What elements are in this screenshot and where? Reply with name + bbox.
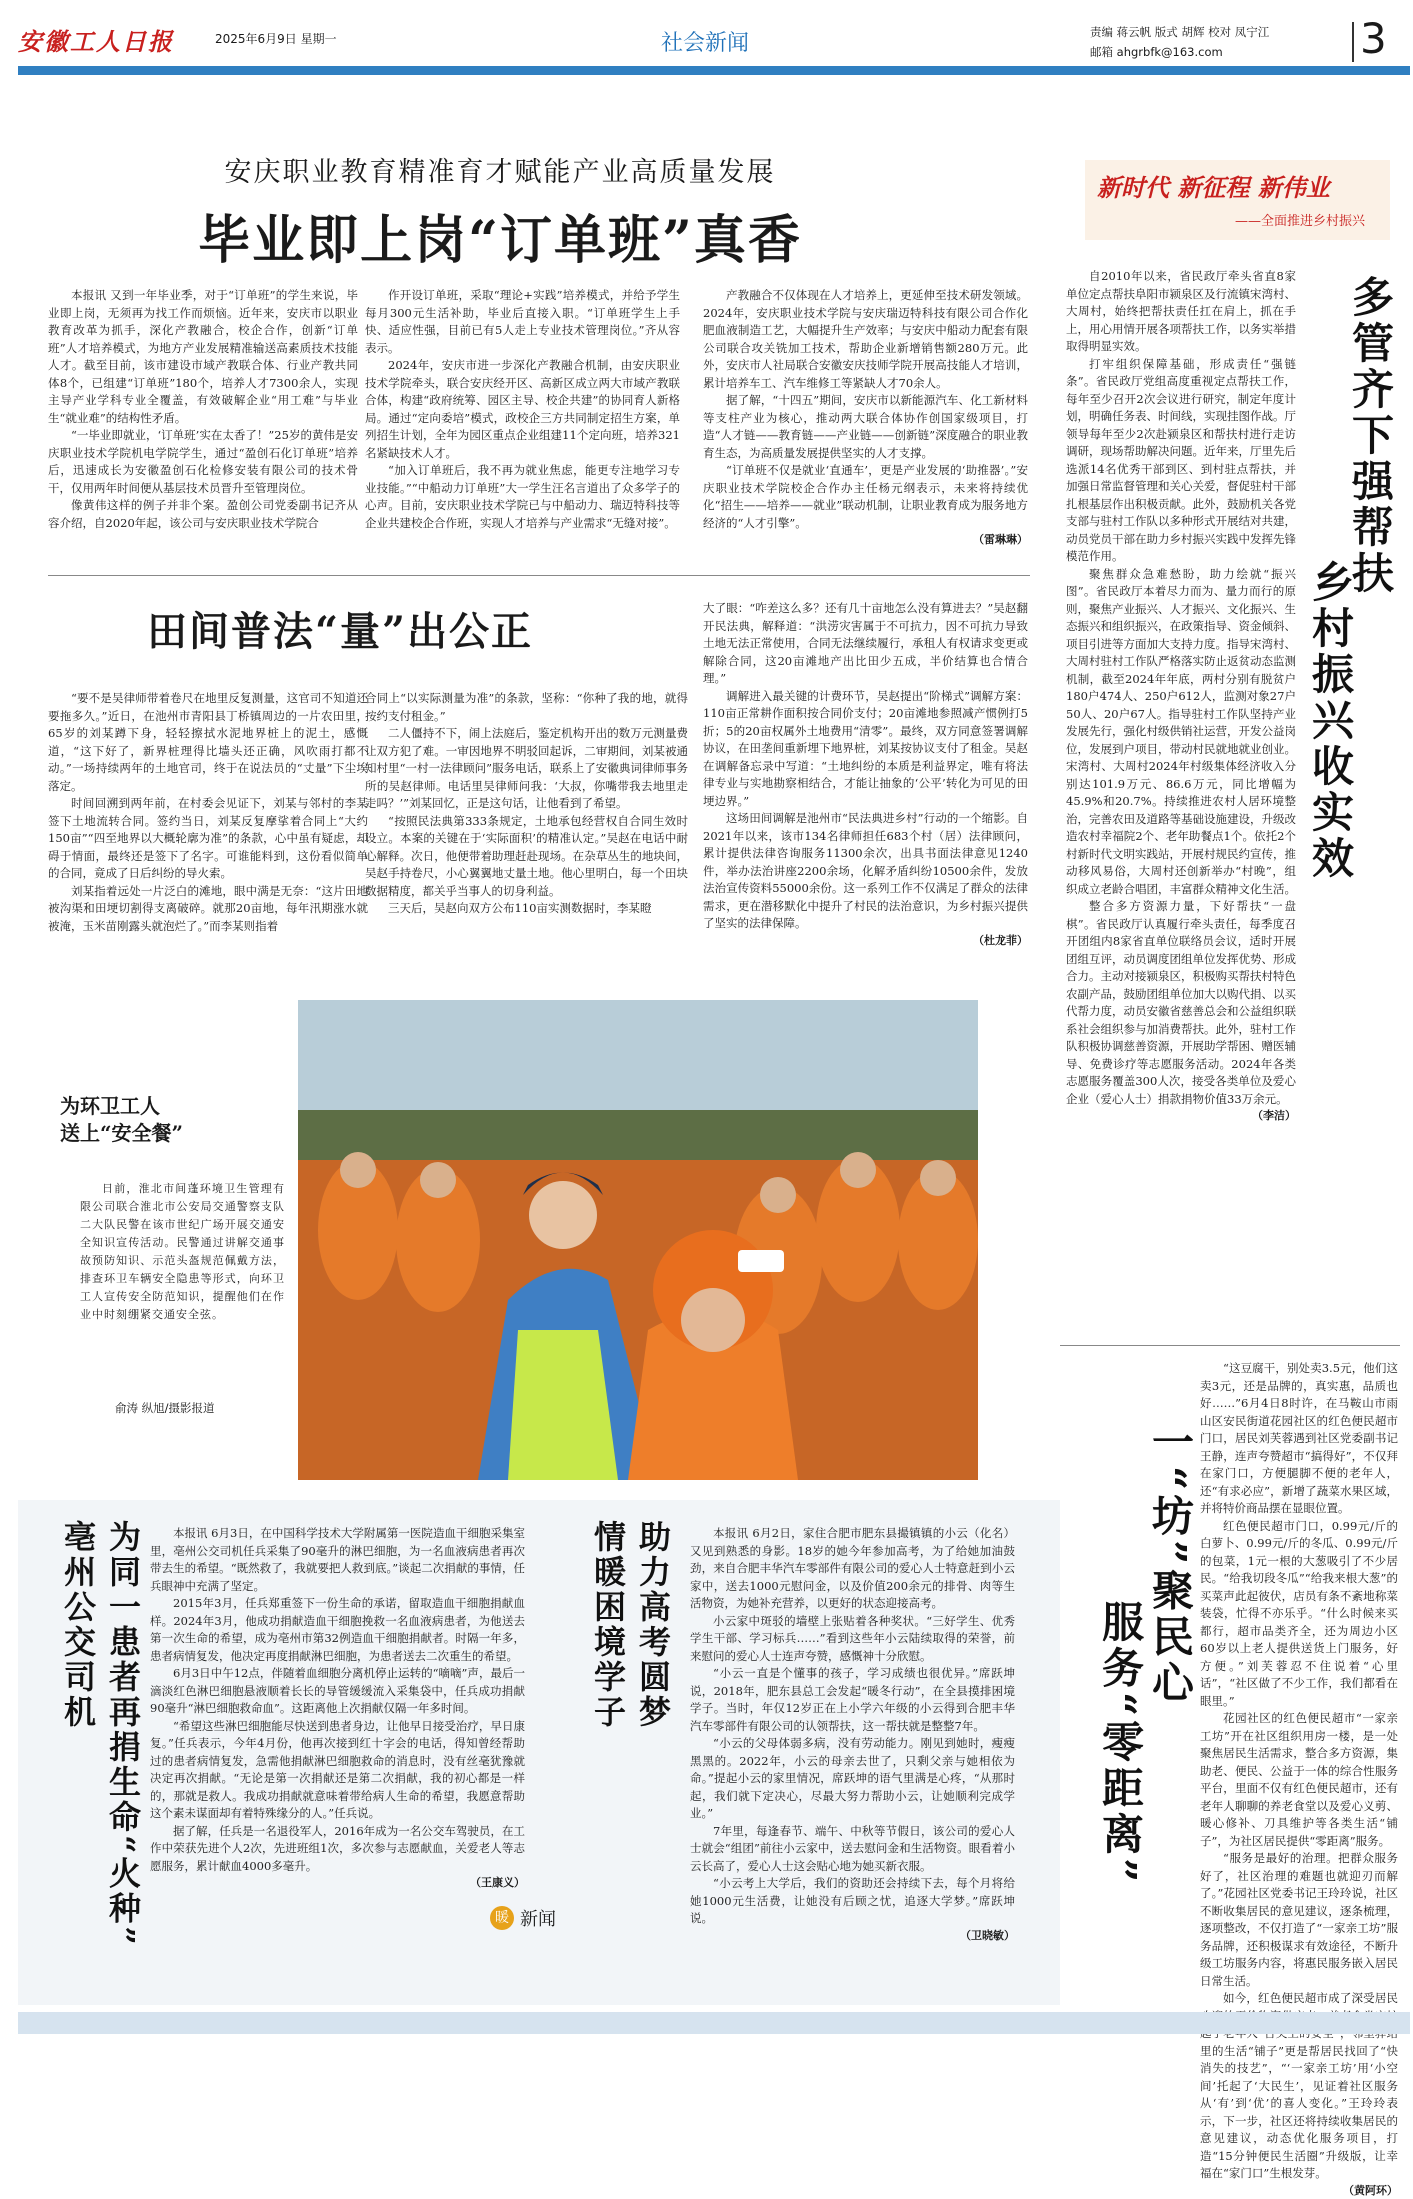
paragraph: “一毕业即就业，‘订单班’实在太香了！”25岁的黄伟是安庆职业技术学院机电学院学生，通过“盈创石化订单班”培养后，迅速成长为安徽盈创石化检修安装有限公司的技术骨干，仅用两年时间便从基层技术员晋升至管理岗位。 xyxy=(48,428,358,495)
article-4-title-line-1: 一“坊”聚民心 xyxy=(1146,1420,1195,1707)
paragraph: 据了解，“十四五”期间，安庆市以新能源汽车、化工新材料等支柱产业为核心，推动两大联合体协作创国家级项目，打造“人才链——教育链——产业链——创新链”深度融合的职业教育生态，为高质量发展提供坚实的人才支撑。 xyxy=(703,393,1028,460)
paragraph: 本报讯 6月2日，家住合肥市肥东县撮镇镇的小云（化名）又见到熟悉的身影。18岁的她今年参加高考，为了给她加油鼓劲，来自合肥丰华汽车零部件有限公司的爱心人士特意赶到小云家中，送去1000元慰问金，以及价值200余元的排骨、肉等生活物资，为她补充营养，以更好的状态迎接高考。 xyxy=(690,1526,1015,1610)
article-5-body xyxy=(150,1525,525,1995)
warm-badge-icon: 暖 xyxy=(490,1906,514,1930)
article-2-col-2 xyxy=(365,690,688,975)
article-2-col-1 xyxy=(48,690,368,975)
banner-slogan: 新时代 新征程 新伟业 xyxy=(1097,173,1330,202)
photo-title-line-2: 送上“安全餐” xyxy=(60,1121,184,1145)
article-3-title-line-1: 多管齐下强帮扶 xyxy=(1346,275,1395,597)
paragraph: “小云考上大学后，我们的资助还会持续下去，每个月将给她1000元生活费，让她没有后顾之忧，追逐大学梦。”席跃坤说。 xyxy=(690,1876,1015,1925)
paragraph: “服务是最好的治理。把群众服务好了，社区治理的难题也就迎刃而解了。”花园社区党委书记王玲玲说，社区不断收集居民的意见建议，逐条梳理，逐项整改，不仅打造了“一家亲工坊”服务品牌，还积极谋求有效途径，不断升级工坊服务内容，将惠民服务嵌入居民日常生活。 xyxy=(1200,1851,1398,1988)
article-2-col-3 xyxy=(703,600,1028,975)
feature-banner xyxy=(1085,160,1390,240)
paragraph: “按照民法典第333条规定，土地承包经营权自合同生效时设立。本案的关键在于‘实际面积’的精准认定。”吴赵在电话中耐心解释。次日，他便带着助理赶赴现场。在杂草丛生的地块间，吴赵手持卷尺，小心翼翼地丈量土地。他心里明白，每一个田块数据精度，都关乎当事人的切身利益。 xyxy=(365,813,688,898)
paragraph: 据了解，任兵是一名退役军人，2016年成为一名公交车驾驶员，在工作中荣获先进个人2次，先进班组1次，多次参与志愿献血，关爱老人等志愿服务，累计献血4000多毫升。 xyxy=(150,1823,525,1873)
article-6-title-line-2: 情暖困境学子 xyxy=(589,1520,627,1730)
divider xyxy=(1060,1345,1400,1346)
photo-illustration xyxy=(298,1000,978,1480)
paragraph: 聚焦群众急难愁盼，助力绘就“振兴图”。省民政厅本着尽力而为、量力而行的原则，聚焦产业振兴、人才振兴、文化振兴、生态振兴和组织振兴，在政策指导、资金倾斜、项目引进等方面加大支持力度。指导宋湾村、大周村驻村工作队严格落实防止返贫动态监测机制，截至2024年年底，两村分别有脱贫户180户474人、250户612人，监测对象27户50人、20户67人。指导驻村工作队坚持产业发展先行，强化村级供销社运营，开发公益岗位，发展到户项目，带动村民就地就业创业。宋湾村、大周村2024年村级集体经济收入分别达101.9万元、86.6万元，同比增幅为45.9%和20.7%。持续推进农村人居环境整治，完善农田及道路等基础设施建设，升级改造农村幸福院2个、老年助餐点1个。依托2个村新时代文明实践站，开展村规民约宣传，推动移风易俗，大周村还创新举办“村晚”，组织成立老龄合唱团，丰富群众精神文化生活。 xyxy=(1066,566,1296,896)
issue-date: 2025年6月9日 星期一 xyxy=(215,32,337,46)
article-3-title-line-2: 乡村振兴收实效 xyxy=(1306,560,1355,882)
article-1-col-2 xyxy=(365,287,680,557)
article-1-title: 毕业即上岗“订单班”真香 xyxy=(198,210,802,271)
paragraph: “小云的父母体弱多病，没有劳动能力。刚见到她时，瘦瘦黑黑的。2022年，小云的母亲去世了，只剩父亲与她相依为命。”提起小云的家里情况，席跃坤的语气里满是心疼，“从那时起，我们就下定决心，尽最大努力帮助小云，让她顺利完成学业。” xyxy=(690,1736,1015,1820)
paragraph: 花园社区的红色便民超市“一家亲工坊”开在社区组织用房一楼，是一处聚焦居民生活需求，整合多方资源，集助老、便民、公益于一体的综合性服务平台，里面不仅有红色便民超市，还有老年人聊聊的养老食堂以及爱心义剪、暖心修补、刀具维护等各类生活“铺子”，为社区居民提供“零距离”服务。 xyxy=(1200,1711,1398,1848)
article-4-title-line-2: 服务“零距离” xyxy=(1096,1600,1145,1887)
caption-text: 日前，淮北市间蓬环境卫生管理有限公司联合淮北市公安局交通警察支队二大队民警在该市世纪广场开展交通安全知识宣传活动。民警通过讲解交通事故预防知识、示范头盔规范佩戴方法，排查环卫车辆安全隐患等形式，向环卫工人宣传安全防范知识，提醒他们在作业中时刻绷紧交通安全弦。 xyxy=(80,1182,285,1321)
warm-badge-label: 新闻 xyxy=(520,1909,556,1930)
paragraph: 本报讯 又到一年毕业季，对于“订单班”的学生来说，毕业即上岗，无须再为找工作而烦恼。近年来，安庆市以职业教育改革为抓手，深化产教融合，校企合作，创新“订单班”人才培养模式，为地方产业发展精准输送高素质技术技能人才。截至目前，该市建设市域产教联合体、行业产教共同体8个，已组建“订单班”180个，培养人才7300余人，实现主导产业学科专业全覆盖，有效破解企业“用工难”与毕业生“就业难”的结构性矛盾。 xyxy=(48,288,358,425)
paragraph: “希望这些淋巴细胞能尽快送到患者身边，让他早日接受治疗，早日康复。”任兵表示，今年4月份，他再次接到红十字会的电话，得知曾经帮助过的患者病情复发，急需他捐献淋巴细胞救命的消息时，没有丝毫犹豫就决定再次捐献。“无论是第一次捐献还是第二次捐献，我的初心都是一样的，那就是救人。我成功捐献就意味着带给病人生命的希望，我愿意帮助这个素未谋面却有着特殊缘分的人。”任兵说。 xyxy=(150,1718,525,1820)
paragraph: 7年里，每逢春节、端午、中秋等节假日，该公司的爱心人士就会“组团”前往小云家中，送去慰问金和生活物资。眼看着小云长高了，爱心人士这会贴心地为她买新衣服。 xyxy=(690,1823,1015,1873)
article-2-title: 田间普法“量”出公正 xyxy=(146,608,533,655)
paragraph: 2024年，安庆市进一步深化产教融合机制，由安庆职业技术学院牵头，联合安庆经开区、高新区成立两大市域产教联合体，构建“政府统筹、园区主导、校企共建”的协同育人新格局。通过“定向委培”模式，政校企三方共同制定招生方案，单列招生计划，全年为园区重点企业组建11个定向班，培养321名紧缺技术人才。 xyxy=(365,358,680,460)
photo-caption xyxy=(80,1180,285,1400)
editor-email[interactable]: 邮箱 ahgrbfk@163.com xyxy=(1090,45,1223,59)
news-photo[interactable] xyxy=(298,1000,978,1480)
paragraph: “要不是吴律师带着卷尺在地里反复测量，这官司不知道还要拖多久。”近日，在池州市青阳县丁桥镇周边的一片农田里，65岁的刘某蹲下身，轻轻擦拭水泥地界桩上的泥土，感慨道，“这下好了，新界桩理得比墙头还正确，风吹雨打都不动。”一场持续两年的土地官司，终于在说法员的“丈量”下尘埃落定。 xyxy=(48,691,368,793)
warm-news-badge xyxy=(490,1905,556,1931)
byline: （黄阿环） xyxy=(1343,2183,1398,2197)
divider xyxy=(48,575,1030,576)
article-3-body xyxy=(1066,268,1296,1333)
banner-subtitle: ——全面推进乡村振兴 xyxy=(1235,214,1366,229)
article-5-title-line-1: 为同一患者再捐生命“火种” xyxy=(104,1520,142,1948)
paragraph: 小云家中斑驳的墙壁上张贴着各种奖状。“三好学生、优秀学生干部、学习标兵……”看到这些年小云陆续取得的荣誉，前来慰问的爱心人士连声夸赞，感慨神十分欣慰。 xyxy=(690,1613,1015,1663)
byline: （王康义） xyxy=(470,1876,525,1889)
photo-credit: 俞涛 纵旭/摄影报道 xyxy=(115,1401,215,1415)
page-number-divider xyxy=(1352,22,1354,62)
paragraph: 产教融合不仅体现在人才培养上，更延伸至技术研发领域。2024年，安庆职业技术学院与安庆瑞迈特科技有限公司合作化肥血液制造工艺，大幅提升生产效率；与安庆中船动力配套有限公司联合攻关铣加工技术，帮助企业新增销售额280万元。此外，安庆市人社局联合安徽安庆技师学院开展高技能人才培训，累计培养车工、汽车维修工等紧缺人才70余人。 xyxy=(703,288,1028,390)
article-6-title-line-1: 助力高考圆梦 xyxy=(634,1520,672,1730)
article-5-title-line-2: 亳州公交司机 xyxy=(59,1520,97,1730)
paragraph: “订单班不仅是就业‘直通车’，更是产业发展的‘助推器’。”安庆职业技术学院校企合作办主任杨元纲表示，未来将持续优化“招生——培养——就业”联动机制，让职业教育成为服务地方经济的“人才引擎”。 xyxy=(703,463,1028,530)
paragraph: 红色便民超市门口，0.99元/斤的白萝卜、0.99元/斤的冬瓜、0.99元/斤的包菜，1元一根的大葱吸引了不少居民。“给我切段冬瓜”“给我来根大葱”的买菜声此起彼伏，店员有条不紊地称菜装袋，忙得不亦乐乎。“什么时候来买都行，超市品类齐全，还为周边小区60岁以上老人提供送货上门服务，好方便。”刘芙蓉忍不住说着“心里话”，“社区做了不少工作，我们都看在眼里。” xyxy=(1200,1518,1398,1708)
paragraph: 如今，红色便民超市成了深受居民 里的生活“铺子”更是帮居民找回了“快消失的技艺”，“‘一家亲工坊’用‘小空间’托起了‘大民生’，见证着社区服务从‘有’到‘优’的喜人变化。”王玲玲表示，下一步，社区还将持续收集居民的意见建议，动态优化服务项目，打造“15分钟便民生活圈”升级版，让幸福在“家门口”生根发芽。 xyxy=(1200,1991,1398,2180)
staff-line-1: 责编 蒋云帆 版式 胡辉 校对 凤宁江 xyxy=(1090,25,1270,39)
byline: （雷琳琳） xyxy=(973,533,1028,546)
paragraph: 整合多方资源力量，下好帮扶“一盘棋”。省民政厅认真履行牵头责任，每季度召开团组内8家省直单位联络员会议，适时开展团组互评，动员调度团组单位发挥优势、形成合力。主动对接颍泉区，积极购买帮扶村特色农副产品，鼓励团组单位加大以购代捐、以买代帮力度，动员安徽省慈善总会和公益组织联系社会组织参与加消费帮扶。此外，驻村工作队积极协调慈善资源，开展助学帮困、赠医辅导、免费诊疗等志愿服务活动。2024年各类志愿服务覆盖300人次，接受各类单位及爱心企业（爱心人士）捐款捐物价值33万余元。 xyxy=(1066,899,1296,1106)
paragraph: 这场田间调解是池州市“民法典进乡村”行动的一个缩影。自2021年以来，该市134名律师担任683个村（居）法律顾问，累计提供法律咨询服务11300余次，出具书面法律意见1240件，举办法治讲座2200余场，化解矛盾纠纷10500余件，发放法治宣传资料55000余份。这一系列工作不仅满足了群众的法律需求，更在潜移默化中提升了村民的法治意识，为乡村振兴提供了坚实的法律保障。 xyxy=(703,811,1028,930)
paragraph: 时间回溯到两年前，在村委会见证下，刘某与邻村的李某签下土地流转合同。签约当日，刘某反复摩挲着合同上“大约150亩”“四至地界以大概轮廓为准”的条款，心中虽有疑虑，却碍于情面，最终还是签下了名字。可谁能料到，这份看似简单的合同，竟成了日后纠纷的导火索。 xyxy=(48,796,368,880)
footer-bar xyxy=(18,2012,1410,2034)
paragraph: 本报讯 6月3日，在中国科学技术大学附属第一医院造血干细胞采集室里，亳州公交司机任兵采集了90毫升的淋巴细胞，为一名血液病患者再次带去生的希望。“既然救了，我就要把人救到底。”谈起二次捐献的事情，任兵眼神中充满了坚定。 xyxy=(150,1526,525,1593)
article-4-body xyxy=(1200,1360,1398,2197)
photo-title-line-1: 为环卫工人 xyxy=(60,1094,160,1118)
byline: （李洁） xyxy=(1252,1109,1296,1122)
paragraph: 像黄伟这样的例子并非个案。盈创公司党委副书记齐从容介绍，自2020年起，该公司与安庆职业技术学院合 xyxy=(48,498,358,530)
article-1-col-1 xyxy=(48,287,358,557)
masthead-logo[interactable]: 安徽工人日报 xyxy=(18,27,174,56)
byline: （卫晓敏） xyxy=(960,1928,1015,1942)
paragraph: 2015年3月，任兵郑重签下一份生命的承诺，留取造血干细胞捐献血样。2024年3月，他成功捐献造血干细胞挽救一名血液病患者，为他送去第一次生命的希望，成为亳州市第32例造血干细胞捐献者。时隔一年多，患者病情复发，他决定再度捐献淋巴细胞，为患者送去二次重生的希望。 xyxy=(150,1596,525,1663)
paragraph: “小云一直是个懂事的孩子，学习成绩也很优异。”席跃坤说，2018年，肥东县总工会发起“暖冬行动”，在全县摸排困境学子。当时，年仅12岁正在上小学六年级的小云得到合肥丰华汽车零部件有限公司的认领帮扶，这一帮扶就是整整7年。 xyxy=(690,1666,1015,1733)
paragraph: 作开设订单班，采取“理论+实践”培养模式，并给予学生每月300元生活补助，毕业后直接入职。“订单班学生上手快、适应性强，目前已有5人走上专业技术管理岗位。”齐从容表示。 xyxy=(365,288,680,355)
page-number: 3 xyxy=(1360,14,1387,63)
article-1-col-3 xyxy=(703,287,1028,557)
article-1-subtitle: 安庆职业教育精准育才赋能产业高质量发展 xyxy=(224,157,776,188)
paragraph: 二人僵持不下，闹上法庭后，鉴定机构开出的数万元测量费让双方犯了难。一审因地界不明驳回起诉，二审期间，刘某被通知村里“一村一法律顾问”服务电话，联系上了安徽典词律师事务所的吴赵律师。电话里吴律师问我：‘大叔，你嘴带我去地里走走吗？’”刘某回忆，正是这句话，让他看到了希望。 xyxy=(365,726,688,810)
section-title: 社会新闻 xyxy=(660,31,749,56)
paragraph: 打牢组织保障基础，形成责任“强链条”。省民政厅党组高度重视定点帮扶工作，每年至少召开2次会议进行研究，制定年度计划，明确任务表、时间线，实现挂图作战。厅领导每年至少2次赴颍泉区和帮扶村进行走访调研，现场帮助解决问题。近年来，厅里先后选派14名优秀干部到区、到村驻点帮扶，并加强日常监督管理和关心关爱，督促驻村干部扎根基层作出积极贡献。此外，鼓励机关各党支部与驻村工作队以多种形式开展结对共建，动员党员干部在助力乡村振兴实践中发挥先锋模范作用。 xyxy=(1066,356,1296,563)
paragraph: 大了眼：“咋差这么多？还有几十亩地怎么没有算进去？”吴赵翻开民法典，解释道：“洪涝灾害属于不可抗力，因不可抗力导致土地无法正常使用，合同无法继续履行，承租人有权请求变更或解除合同，这20亩滩地产出比田少五成，半价结算也合情合理。” xyxy=(703,601,1028,685)
paragraph: 自2010年以来，省民政厅牵头省直8家单位定点帮扶阜阳市颍泉区及行流镇宋湾村、大周村，始终把帮扶责任扛在肩上，抓在手上，用心用情开展各项帮扶工作，以务实举措取得明显实效。 xyxy=(1066,269,1296,353)
paragraph: 三天后，吴赵向双方公布110亩实测数据时，李某瞪 xyxy=(388,901,652,915)
paragraph: 6月3日中午12点，伴随着血细胞分离机停止运转的“嘀嘀”声，最后一滴淡红色淋巴细胞悬液顺着长长的导管缓缓流入采集袋中，任兵成功捐献90毫升“淋巴细胞救命血”。这距离他上次捐献仅隔一年多时间。 xyxy=(150,1666,525,1715)
header-rule xyxy=(18,66,1410,75)
byline: （杜龙菲） xyxy=(973,933,1028,947)
article-6-body xyxy=(690,1525,1015,1995)
paragraph: 刘某指着远处一片泛白的滩地，眼中满是无奈：“这片田地被沟渠和田埂切割得支离破碎。就那20亩地，每年汛期涨水就被淹，玉米苗刚露头就泡烂了。”而李某则指着 xyxy=(48,883,368,933)
paragraph: 调解进入最关键的计费环节，吴赵提出“阶梯式”调解方案：110亩正常耕作面积按合同价支付；20亩滩地参照减产惯例打5折；5的20亩权属外土地费用“清零”。最终，双方同意签署调解协议，在田垄间重新埋下地界桩，刘某按协议支付了租金。吴赵在调解备忘录中写道：“土地纠纷的本质是利益界定，唯有将法律专业与实地勘察相结合，才能让抽象的‘公平’转化为可见的田埂边界。” xyxy=(703,688,1028,808)
paragraph: 合同上“以实际测量为准”的条款，坚称：“你种了我的地，就得按约支付租金。” xyxy=(365,691,688,723)
paragraph: “这豆腐干，别处卖3.5元，他们这卖3元，还是品牌的，真实惠，品质也好……”6月4日8时许，在马鞍山市雨山区安民街道花园社区的红色便民超市门口，居民刘芙蓉遇到社区党委副书记王静，连声夸赞超市“搞得好”，不仅拜在家门口，方便腿脚不便的老年人，还“有求必应”，新增了蔬菜水果区域，并将特价商品摆在显眼位置。 xyxy=(1200,1361,1398,1515)
paragraph: “加入订单班后，我不再为就业焦虑，能更专注地学习专业技能。”“中船动力订单班”大一学生汪名言道出了众多学子的心声。目前，安庆职业技术学院已与中船动力、瑞迈特科技等企业共建校企合作班，实现人才培养与产业需求“无缝对接”。 xyxy=(365,463,680,530)
